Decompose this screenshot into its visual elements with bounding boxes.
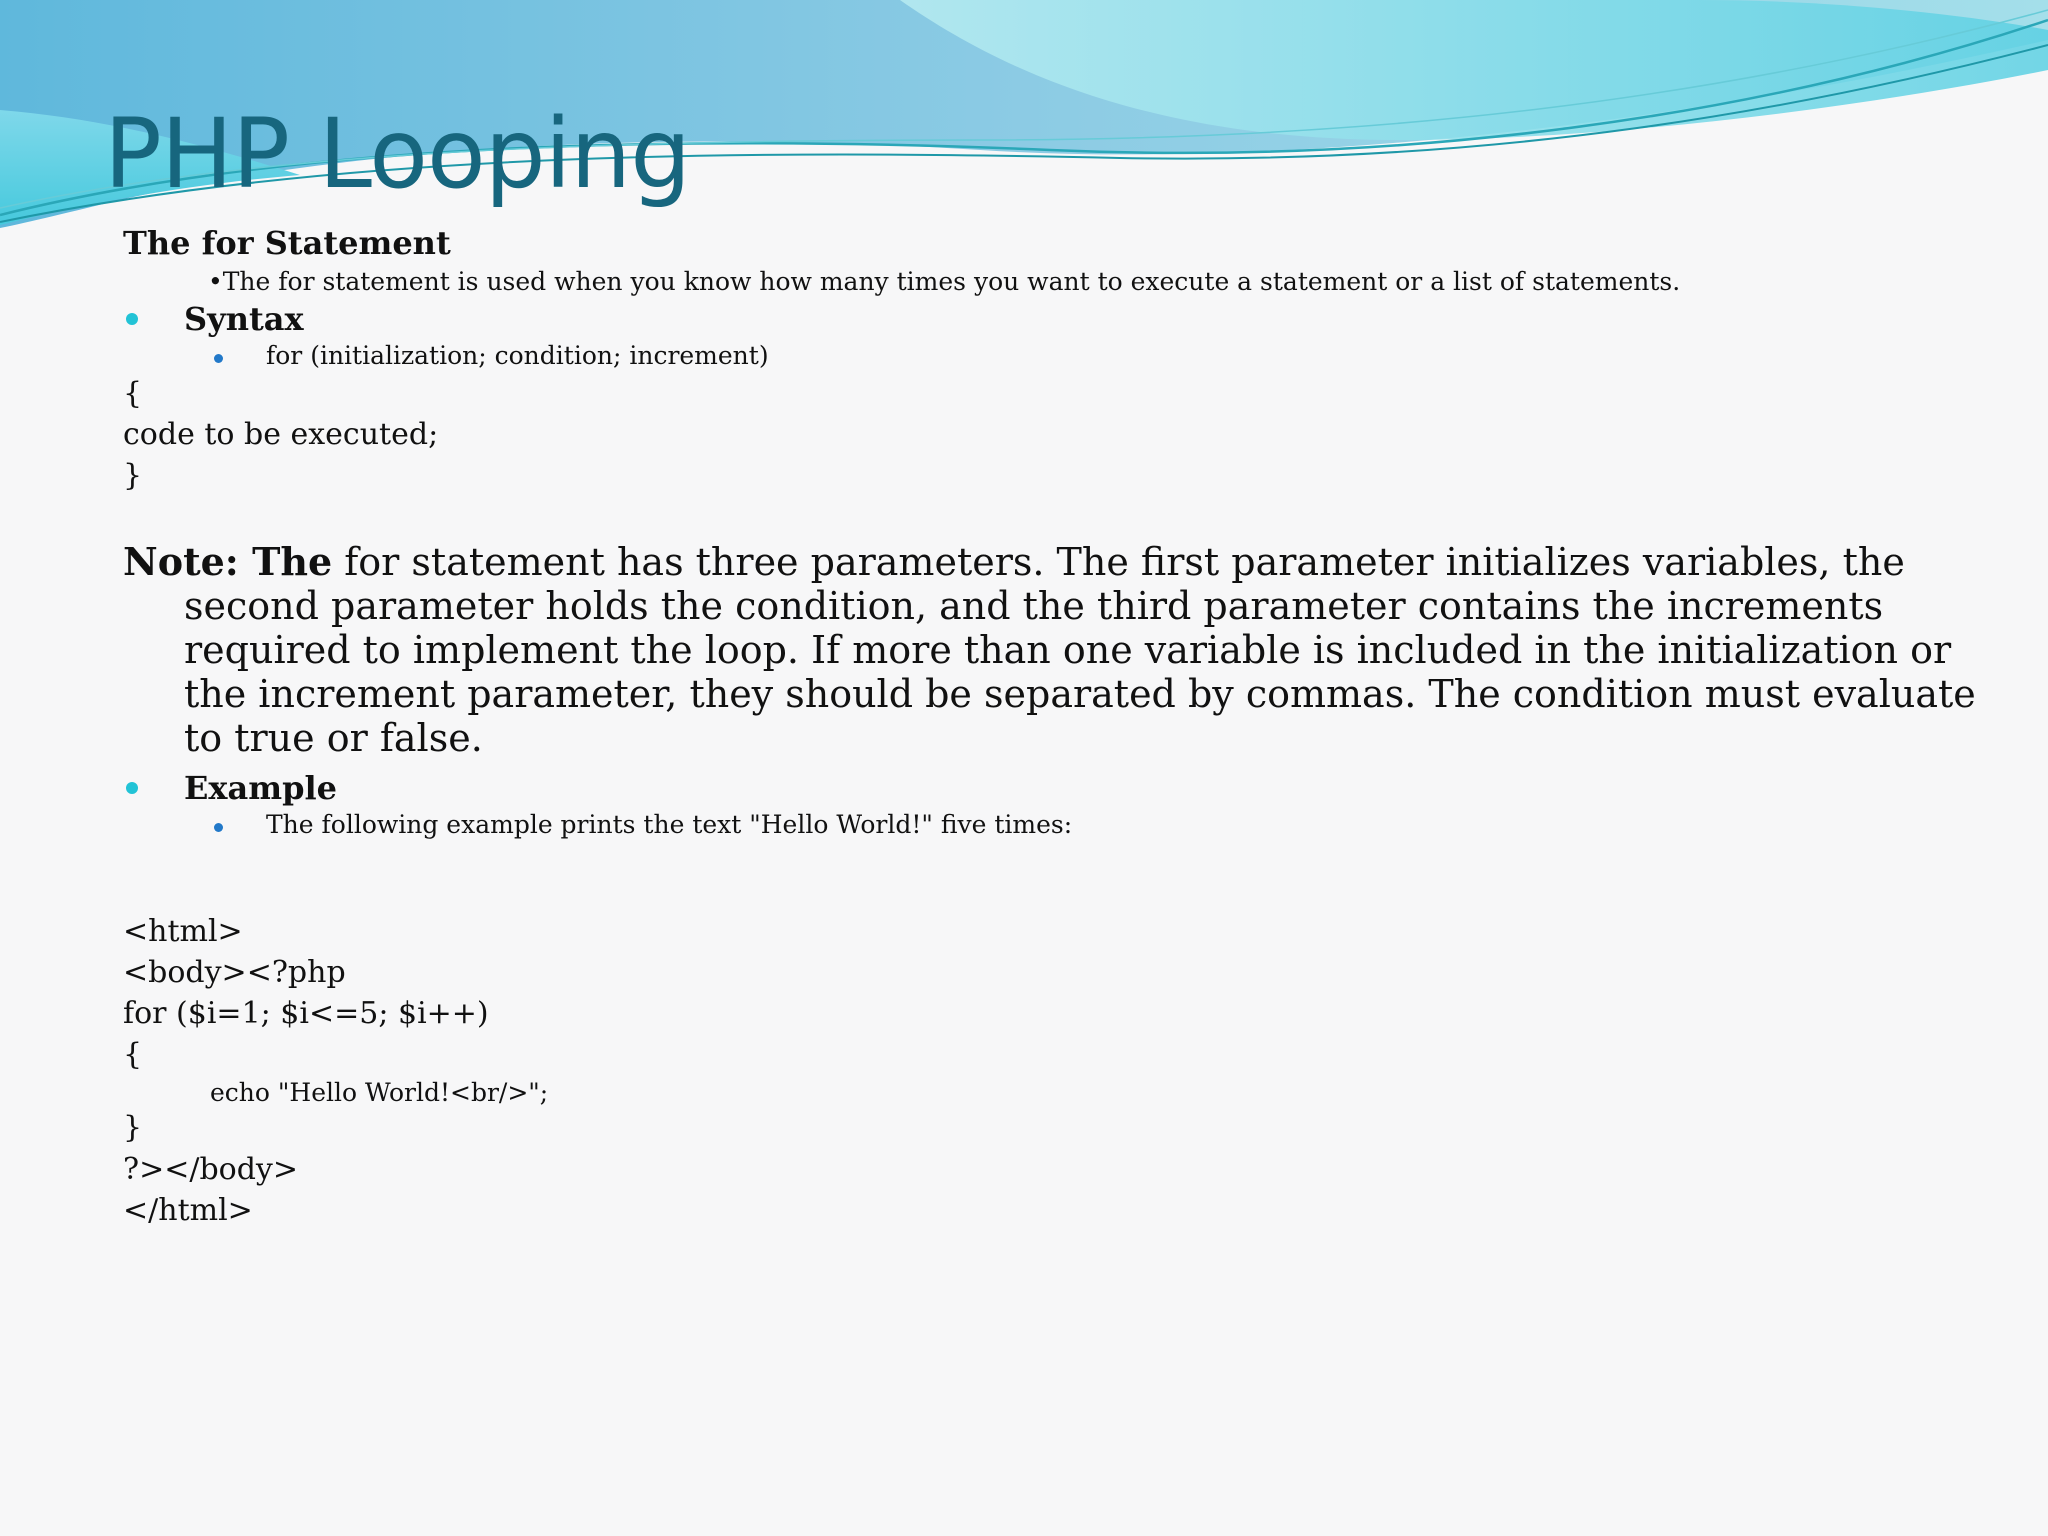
for-statement-heading: The for Statement — [123, 224, 451, 262]
code-line: ?></body> — [123, 1152, 299, 1187]
bullet-icon — [214, 823, 223, 832]
syntax-open-brace: { — [123, 376, 143, 411]
code-line: </html> — [123, 1193, 253, 1228]
code-line: } — [123, 1110, 143, 1145]
bullet-icon — [126, 782, 138, 794]
note-label: Note: The — [123, 539, 333, 584]
example-description: The following example prints the text "Hello World!" five times: — [266, 810, 1073, 839]
syntax-code: for (initialization; condition; increment) — [266, 341, 769, 370]
code-line: echo "Hello World!<br/>"; — [210, 1078, 549, 1107]
note-paragraph — [123, 540, 2014, 760]
code-line: <body><?php — [123, 955, 346, 990]
slide-title: PHP Looping — [104, 98, 691, 210]
note-text: for statement has three parameters. The first parameter initializes variables, the second parameter holds the condition, and the third parameter contains the increments required to implement the loop. If more than one variable is included in the initialization or the increment parameter, they should be separated by commas. The condition must evaluate to true or false. — [184, 540, 1976, 760]
code-line: { — [123, 1037, 143, 1072]
code-line: for ($i=1; $i<=5; $i++) — [123, 996, 489, 1031]
for-statement-description: •The for statement is used when you know how many times you want to execute a statement or a list of statements. — [208, 267, 1681, 296]
bullet-icon — [214, 354, 223, 363]
code-line: <html> — [123, 914, 243, 949]
syntax-body: code to be executed; — [123, 417, 439, 452]
bullet-icon — [126, 313, 138, 325]
syntax-heading: Syntax — [184, 300, 304, 338]
syntax-close-brace: } — [123, 458, 143, 493]
example-heading: Example — [184, 769, 337, 807]
